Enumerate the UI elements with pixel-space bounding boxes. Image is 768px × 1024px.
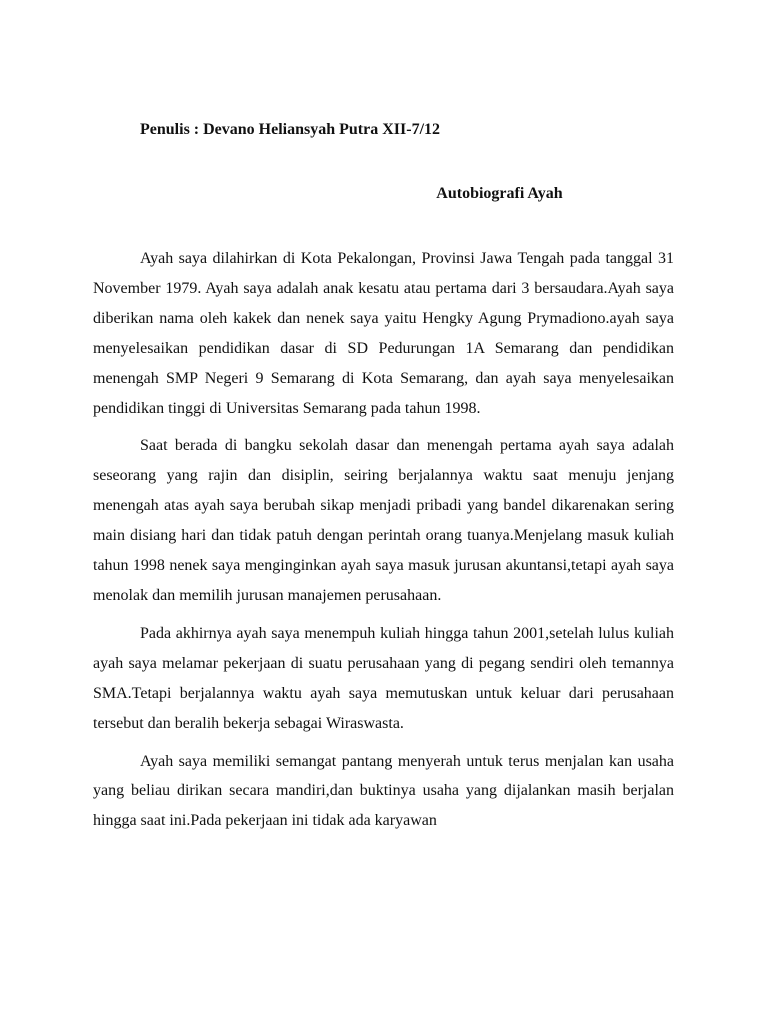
document-title: Autobiografi Ayah <box>436 185 563 202</box>
paragraph-1: Ayah saya dilahirkan di Kota Pekalongan, Provinsi Jawa Tengah pada tanggal 31 November 1979. Ayah saya adalah anak kesatu atau pertama dari 3 bersaudara.Ayah saya diberikan nama oleh kakek dan nenek saya yaitu Hengky Agung Prymadiono.ayah saya menyelesaikan pendidikan dasar di SD Pedurungan 1A Semarang dan pendidikan menengah SMP Negeri 9 Semarang di Kota Semarang, dan ayah saya menyelesaikan pendidikan tinggi di Universitas Semarang pada tahun 1998. <box>93 250 674 417</box>
paragraph-2: Saat berada di bangku sekolah dasar dan menengah pertama ayah saya adalah seseorang yang rajin dan disiplin, seiring berjalannya waktu saat menuju jenjang menengah atas ayah saya berubah sikap menjadi pribadi yang bandel dikarenakan sering main disiang hari dan tidak patuh dengan perintah orang tuanya.Menjelang masuk kuliah tahun 1998 nenek saya menginginkan ayah saya masuk jurusan akuntansi,tetapi ayah saya menolak dan memilih jurusan manajemen perusahaan. <box>93 437 674 604</box>
document-body <box>93 244 674 844</box>
paragraph-3: Pada akhirnya ayah saya menempuh kuliah hingga tahun 2001,setelah lulus kuliah ayah saya melamar pekerjaan di suatu perusahaan yang di pegang sendiri oleh temannya SMA.Tetapi berjalannya waktu ayah saya memutuskan untuk keluar dari perusahaan tersebut dan beralih bekerja sebagai Wiraswasta. <box>93 624 674 732</box>
paragraph-4: Ayah saya memiliki semangat pantang menyerah untuk terus menjalan kan usaha yang beliau dirikan secara mandiri,dan buktinya usaha yang dijalankan masih berjalan hingga saat ini.Pada pekerjaan ini tidak ada karyawan <box>93 752 674 830</box>
author-line: Penulis : Devano Heliansyah Putra XII-7/12 <box>140 121 441 138</box>
